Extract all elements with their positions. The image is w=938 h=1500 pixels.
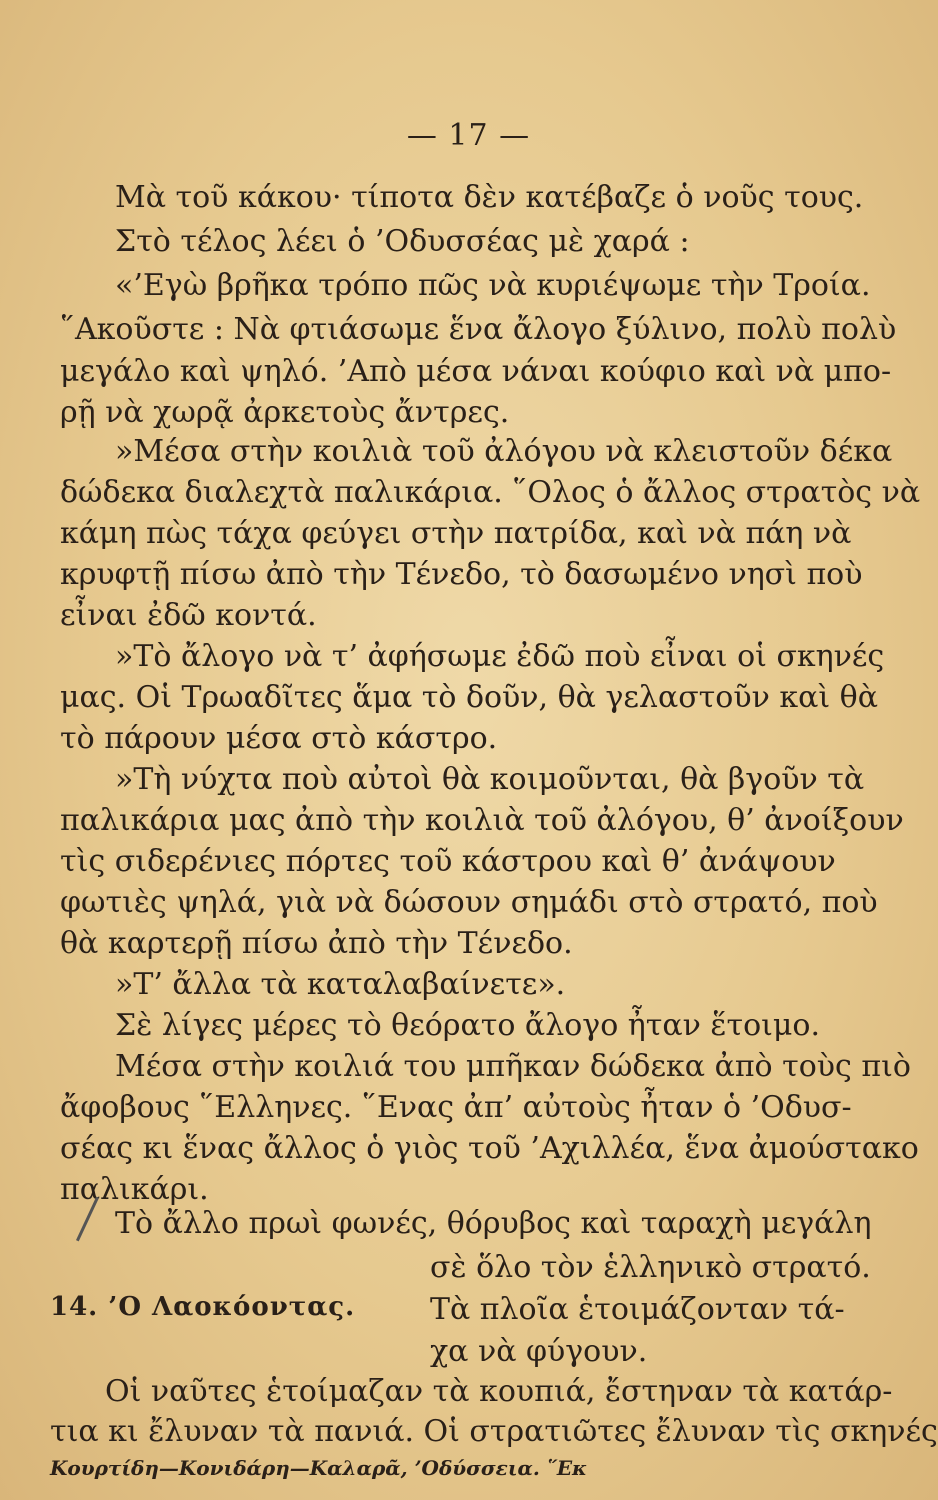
- text-line: «’Εγὼ βρῆκα τρόπο πῶς νὰ κυριέψωμε τὴν Τροία.: [115, 268, 871, 303]
- text-line: »Τ’ ἄλλα τὰ καταλαβαίνετε».: [115, 967, 566, 1002]
- text-line: Μέσα στὴν κοιλιά του μπῆκαν δώδεκα ἀπὸ τοὺς πιὸ: [115, 1049, 911, 1084]
- text-line: ῞Ακοῦστε : Νὰ φτιάσωμε ἕνα ἄλογο ξύλινο, πολὺ πολὺ: [60, 312, 897, 347]
- text-line: κάμη πὼς τάχα φεύγει στὴν πατρίδα, καὶ νὰ πάη νὰ: [60, 516, 852, 551]
- text-line: Οἱ ναῦτες ἑτοίμαζαν τὰ κουπιά, ἔστηναν τὰ κατάρ-: [105, 1374, 893, 1409]
- section-right-line: χα νὰ φύγουν.: [430, 1334, 648, 1369]
- text-line: κρυφτῇ πίσω ἀπὸ τὴν Τένεδο, τὸ δασωμένο νησὶ ποὺ: [60, 557, 863, 592]
- text-line: σέας κι ἕνας ἄλλος ὁ γιὸς τοῦ ’Αχιλλέα, ἕνα ἀμούστακο: [60, 1131, 919, 1166]
- text-line: ρῇ νὰ χωρᾷ ἀρκετοὺς ἄντρες.: [60, 395, 510, 430]
- text-line: τὶς σιδερένιες πόρτες τοῦ κάστρου καὶ θ’ ἀνάψουν: [60, 844, 836, 879]
- text-line: μας. Οἱ Τρωαδῖτες ἅμα τὸ δοῦν, θὰ γελαστοῦν καὶ θὰ: [60, 680, 878, 715]
- text-line: »Τὸ ἄλογο νὰ τ’ ἀφήσωμε ἐδῶ ποὺ εἶναι οἱ σκηνές: [115, 639, 885, 674]
- text-line: μεγάλο καὶ ψηλό. ’Απὸ μέσα νάναι κούφιο καὶ νὰ μπο-: [60, 354, 892, 389]
- footer-signature: Κουρτίδη—Κονιδάρη—Καλαρᾶ, ’Οδύσσεια. ῞Εκ: [50, 1456, 588, 1480]
- text-line: παλικάρια μας ἀπὸ τὴν κοιλιὰ τοῦ ἀλόγου, θ’ ἀνοίξουν: [60, 803, 904, 838]
- section-right-line: σὲ ὅλο τὸν ἑλληνικὸ στρατό.: [430, 1250, 871, 1285]
- text-line: θὰ καρτερῇ πίσω ἀπὸ τὴν Τένεδο.: [60, 926, 573, 961]
- section-heading: 14. ’Ο Λαοκόοντας.: [50, 1292, 356, 1322]
- section-first-line: Τὸ ἄλλο πρωὶ φωνές, θόρυβος καὶ ταραχὴ μεγάλη: [115, 1206, 872, 1241]
- text-line: δώδεκα διαλεχτὰ παλικάρια. ῞Ολος ὁ ἄλλος στρατὸς νὰ: [60, 475, 921, 510]
- text-line: Στὸ τέλος λέει ὁ ’Οδυσσέας μὲ χαρά :: [115, 224, 690, 259]
- text-line: Σὲ λίγες μέρες τὸ θεόρατο ἄλογο ἦταν ἕτοιμο.: [115, 1008, 821, 1043]
- text-line: »Τὴ νύχτα ποὺ αὐτοὶ θὰ κοιμοῦνται, θὰ βγοῦν τὰ: [115, 762, 865, 797]
- text-line: τὸ πάρουν μέσα στὸ κάστρο.: [60, 721, 498, 756]
- page-number: — 17 —: [406, 118, 531, 153]
- text-line: τια κι ἔλυναν τὰ πανιά. Οἱ στρατιῶτες ἔλυναν τὶς σκηνές: [50, 1414, 938, 1449]
- text-line: »Μέσα στὴν κοιλιὰ τοῦ ἀλόγου νὰ κλειστοῦν δέκα: [115, 434, 893, 469]
- section-right-line: Τὰ πλοῖα ἑτοιμάζονταν τά-: [430, 1292, 845, 1327]
- text-line: παλικάρι.: [60, 1172, 209, 1207]
- text-line: εἶναι ἐδῶ κοντά.: [60, 598, 317, 633]
- text-line: φωτιὲς ψηλά, γιὰ νὰ δώσουν σημάδι στὸ στρατό, ποὺ: [60, 885, 878, 920]
- text-line: Μὰ τοῦ κάκου· τίποτα δὲν κατέβαζε ὁ νοῦς τους.: [115, 180, 864, 215]
- text-line: ἄφοβους ῞Ελληνες. ῞Ενας ἀπ’ αὐτοὺς ἦταν ὁ ’Οδυσ-: [60, 1090, 852, 1125]
